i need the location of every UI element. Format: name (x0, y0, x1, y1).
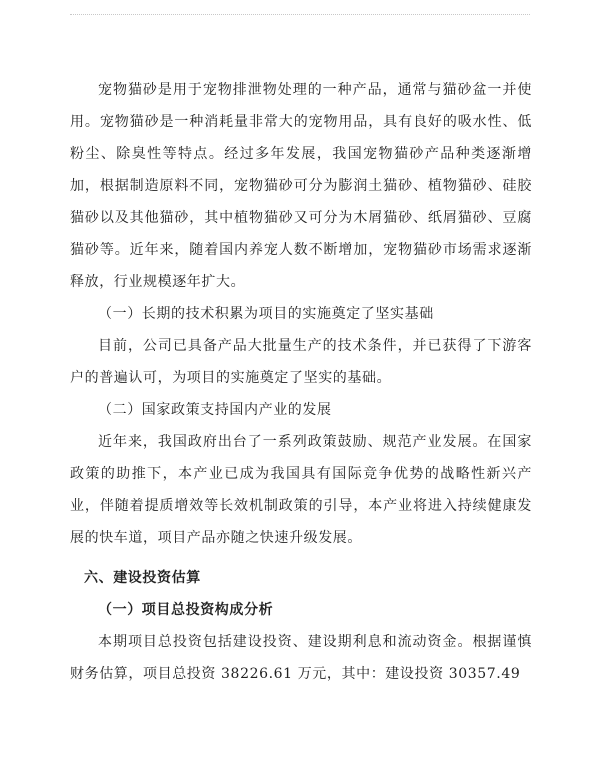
tech-paragraph: 目前，公司已具备产品大批量生产的技术条件，并已获得了下游客户的普遍认可，为项目的实施奠定了坚实的基础。 (70, 338, 532, 386)
header-rule (70, 14, 530, 15)
document-body (70, 74, 532, 690)
investment-heading: （一）项目总投资构成分析 (98, 602, 274, 618)
policy-heading: （二）国家政策支持国内产业的发展 (98, 402, 332, 418)
policy-paragraph: 近年来，我国政府出台了一系列政策鼓励、规范产业发展。在国家政策的助推下，本产业已成为我国具有国际竞争优势的战略性新兴产业，伴随着提质增效等长效机制政策的引导，本产业将进入持续健康发展的快车道，项目产品亦随之快速升级发展。 (70, 434, 532, 546)
intro-paragraph: 宠物猫砂是用于宠物排泄物处理的一种产品，通常与猫砂盆一并使用。宠物猫砂是一种消耗量非常大的宠物用品，具有良好的吸水性、低粉尘、除臭性等特点。经过多年发展，我国宠物猫砂产品种类逐渐增加，根据制造原料不同，宠物猫砂可分为膨润土猫砂、植物猫砂、硅胶猫砂以及其他猫砂，其中植物猫砂又可分为木屑猫砂、纸屑猫砂、豆腐猫砂等。近年来，随着国内养宠人数不断增加，宠物猫砂市场需求逐渐释放，行业规模逐年扩大。 (70, 82, 532, 290)
investment-paragraph: 本期项目总投资包括建设投资、建设期利息和流动资金。根据谨慎财务估算，项目总投资 38226.61 万元，其中：建设投资 30357.49 (70, 634, 532, 682)
tech-heading: （一）长期的技术积累为项目的实施奠定了坚实基础 (98, 306, 434, 322)
section-six-heading: 六、建设投资估算 (84, 570, 201, 586)
